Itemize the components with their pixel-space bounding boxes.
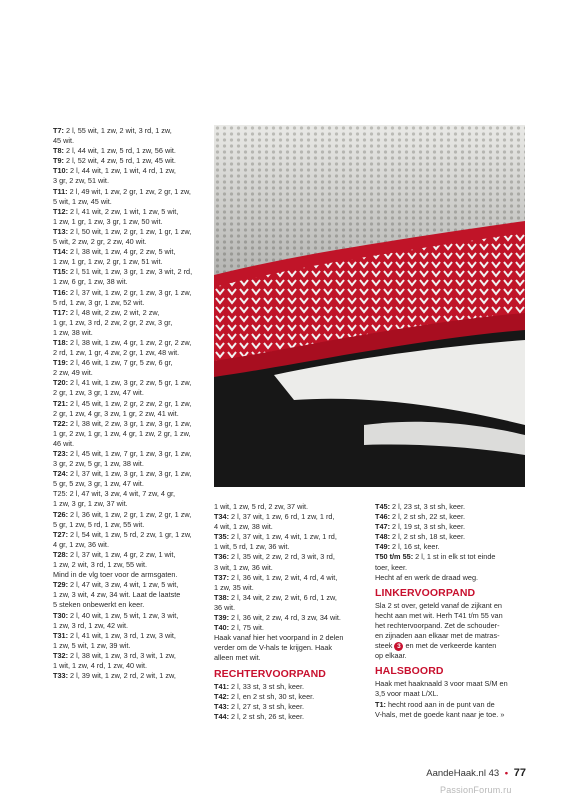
round-label: T40:: [214, 623, 230, 633]
round-instructions: verder om de V-hals te krijgen. Haak: [214, 643, 333, 653]
pattern-line: [53, 611, 203, 621]
pattern-line: [214, 512, 364, 522]
round-label: T46:: [375, 512, 391, 522]
round-label: T16:: [53, 287, 69, 297]
round-instructions: 1 wit, 1 zw, 4 rd, 1 zw, 40 wit.: [53, 660, 148, 670]
pattern-line: [214, 573, 364, 583]
round-instructions: 2 zw, 49 wit.: [53, 368, 93, 378]
pattern-line: [53, 237, 203, 247]
round-instructions: Haak vanaf hier het voorpand in 2 delen: [214, 633, 344, 643]
round-instructions: 1 wit, 1 zw, 5 rd, 2 zw, 37 wit.: [214, 502, 309, 511]
round-instructions: op elkaar.: [375, 651, 407, 661]
round-instructions: 2 l, 41 wit, 1 zw, 3 rd, 1 zw, 3 wit,: [68, 630, 176, 640]
round-instructions: 1 gr, 1 zw, 3 rd, 2 zw, 2 gr, 2 zw, 3 gr,: [53, 317, 173, 327]
round-instructions: 2 gr, 1 zw, 3 gr, 1 zw, 47 wit.: [53, 388, 144, 398]
round-label: T24:: [53, 469, 69, 479]
pattern-line: [53, 479, 203, 489]
pattern-line: [53, 621, 203, 631]
round-instructions: 2 l, 46 wit, 1 zw, 7 gr, 5 zw, 6 gr,: [68, 358, 173, 368]
round-instructions: 2 l, 55 wit, 1 zw, 2 wit, 3 rd, 1 zw,: [63, 126, 172, 135]
round-instructions: 2 gr, 1 zw, 4 gr, 3 zw, 1 gr, 2 zw, 41 wit.: [53, 408, 179, 418]
pattern-line: [53, 338, 203, 348]
pattern-line: [53, 419, 203, 429]
pattern-line: [53, 257, 203, 267]
round-label: T15:: [53, 267, 69, 277]
pattern-line: [214, 653, 364, 663]
round-instructions: 5 gr, 5 zw, 3 gr, 1 zw, 47 wit.: [53, 479, 144, 489]
pattern-line: [375, 552, 525, 562]
round-instructions: 3 gr, 2 zw, 51 wit.: [53, 176, 109, 186]
pattern-column-1: [53, 126, 203, 681]
pattern-line: [53, 197, 203, 207]
round-instructions: steek: [375, 641, 395, 651]
pattern-line: [375, 679, 525, 689]
round-label: T38:: [214, 592, 230, 602]
pattern-line: [53, 378, 203, 388]
pattern-line: [375, 532, 525, 542]
pattern-line: [214, 532, 364, 542]
round-label: T18:: [53, 337, 69, 347]
round-instructions: 2 l, 37 wit, 1 zw, 3 gr, 1 zw, 3 gr, 1 zw,: [68, 469, 192, 479]
round-label: T13:: [53, 226, 69, 236]
pattern-line: [53, 156, 203, 166]
pattern-line: [53, 288, 203, 298]
pattern-line: [53, 267, 203, 277]
pattern-line: [53, 429, 203, 439]
round-label: T7:: [53, 126, 64, 135]
pattern-line: [375, 563, 525, 573]
round-label: T23:: [53, 449, 69, 458]
round-label: T31:: [53, 630, 69, 640]
round-instructions: 5 gr, 1 zw, 5 rd, 1 zw, 55 wit.: [53, 519, 145, 529]
pattern-line: [53, 368, 203, 378]
pattern-line: [214, 692, 364, 702]
round-label: T41:: [214, 681, 230, 691]
round-label: T11:: [53, 186, 68, 196]
round-instructions: 2 l, 36 wit, 2 zw, 4 rd, 3 zw, 34 wit.: [229, 613, 341, 623]
round-instructions: 2 l, 37 wit, 1 zw, 6 rd, 1 zw, 1 rd,: [229, 512, 335, 522]
round-label: T8:: [53, 146, 64, 156]
pattern-line: [214, 563, 364, 573]
round-instructions: 2 l, 34 wit, 2 zw, 2 wit, 6 rd, 1 zw,: [229, 592, 337, 602]
round-instructions: 3 gr, 2 zw, 5 gr, 1 zw, 38 wit.: [53, 459, 144, 469]
pattern-line: [375, 502, 525, 512]
round-label: T42:: [214, 691, 230, 701]
round-instructions: 4 gr, 1 zw, 36 wit.: [53, 539, 109, 549]
round-instructions: 2 l, 1 st in elk st tot einde: [413, 552, 496, 562]
pattern-line: [53, 217, 203, 227]
round-instructions: 2 l, 51 wit, 1 zw, 3 gr, 1 zw, 3 wit, 2 rd,: [68, 267, 193, 277]
round-instructions: 46 wit.: [53, 438, 75, 448]
pattern-line: [53, 439, 203, 449]
round-instructions: 5 rd, 1 zw, 3 gr, 1 zw, 52 wit.: [53, 297, 145, 307]
round-instructions: 1 zw, 38 wit.: [53, 327, 93, 337]
pattern-line: [375, 601, 525, 611]
pattern-line: [53, 499, 203, 509]
pattern-line: [53, 176, 203, 186]
pattern-line: [214, 583, 364, 593]
pattern-line: [53, 661, 203, 671]
pattern-line: [214, 623, 364, 633]
pattern-line: [53, 328, 203, 338]
round-instructions: 2 l, 2 st sh, 26 st, keer.: [229, 711, 305, 721]
pattern-line: [53, 600, 203, 610]
round-instructions: 2 l, 2 st sh, 22 st, keer.: [390, 512, 466, 522]
round-label: T36:: [214, 552, 230, 562]
pattern-line: [375, 710, 525, 720]
round-label: T21:: [53, 398, 69, 408]
round-instructions: en met de verkeerde kanten: [403, 641, 497, 651]
watermark: PassionForum.ru: [440, 785, 512, 795]
pattern-line: [214, 542, 364, 552]
pattern-line: [53, 641, 203, 651]
round-instructions: en zijnaden aan elkaar met de matras-: [375, 631, 500, 641]
round-label: T26:: [53, 509, 69, 519]
round-instructions: 1 zw, 3 rd, 1 zw, 42 wit.: [53, 620, 129, 630]
pattern-line: [375, 512, 525, 522]
round-instructions: 1 zw, 3 gr, 1 zw, 37 wit.: [53, 499, 128, 509]
round-instructions: 1 zw, 5 wit, 1 zw, 39 wit.: [53, 640, 131, 650]
round-instructions: 1 zw, 6 gr, 1 zw, 38 wit.: [53, 277, 128, 287]
round-instructions: T25: 2 l, 47 wit, 3 zw, 4 wit, 7 zw, 4 gr,: [53, 489, 176, 499]
section-heading-rechtervoorpand: RECHTERVOORPAND: [214, 667, 326, 680]
round-instructions: 2 l, 75 wit.: [229, 623, 264, 633]
round-instructions: 1 zw, 2 wit, 3 rd, 1 zw, 55 wit.: [53, 560, 148, 570]
round-label: T12:: [53, 206, 69, 216]
page-footer: [410, 767, 526, 779]
round-instructions: 2 l, 37 wit, 1 zw, 4 gr, 2 zw, 1 wit,: [68, 549, 176, 559]
round-instructions: 2 l, 2 st sh, 18 st, keer.: [390, 532, 466, 542]
round-label: T43:: [214, 701, 230, 711]
round-instructions: het rechtervoorpand. Zet de schouder-: [375, 620, 500, 630]
pattern-line: [53, 308, 203, 318]
pattern-line: [375, 641, 525, 651]
pattern-line: [53, 318, 203, 328]
round-instructions: 2 l, 40 wit, 1 zw, 5 wit, 1 zw, 3 wit,: [68, 610, 179, 620]
round-instructions: toer, keer.: [375, 562, 408, 572]
pattern-line: [53, 409, 203, 419]
pattern-column-3: [375, 502, 525, 720]
round-instructions: 2 l, 44 wit, 1 zw, 5 rd, 1 zw, 56 wit.: [63, 146, 176, 156]
pattern-line: [375, 631, 525, 641]
round-instructions: 2 l, 36 wit, 1 zw, 2 wit, 4 rd, 4 wit,: [229, 572, 338, 582]
round-instructions: Sla 2 st over, geteld vanaf de zijkant en: [375, 600, 502, 610]
round-instructions: 3 wit, 1 zw, 36 wit.: [214, 562, 273, 572]
round-label: T14:: [53, 247, 69, 257]
round-label: T17:: [53, 307, 69, 317]
pattern-line: [375, 689, 525, 699]
pattern-line: [53, 560, 203, 570]
pattern-line: [53, 489, 203, 499]
pattern-line: [214, 613, 364, 623]
section-heading-linkervoorpand: LINKERVOORPAND: [375, 586, 476, 599]
pattern-line: [53, 520, 203, 530]
round-instructions: 2 l, 38 wit, 2 zw, 3 gr, 1 zw, 3 gr, 1 zw,: [68, 418, 192, 428]
round-instructions: 2 l, 41 wit, 2 zw, 1 wit, 1 zw, 5 wit,: [68, 206, 179, 216]
footer-separator: •: [504, 768, 509, 779]
round-instructions: 1 zw, 3 wit, 4 zw, 34 wit. Laat de laatste: [53, 590, 181, 600]
round-instructions: 1 wit, 5 rd, 1 zw, 36 wit.: [214, 542, 290, 552]
round-instructions: 2 l, 38 wit, 1 zw, 3 rd, 3 wit, 1 zw,: [68, 650, 176, 660]
round-instructions: 2 l, 39 wit, 1 zw, 2 rd, 2 wit, 1 zw,: [68, 671, 176, 681]
round-label: T30:: [53, 610, 69, 620]
round-instructions: 36 wit.: [214, 602, 236, 612]
round-label: T49:: [375, 542, 391, 552]
round-instructions: 2 l, 16 st, keer.: [390, 542, 440, 552]
round-label: T28:: [53, 549, 69, 559]
pattern-line: [53, 166, 203, 176]
round-instructions: 2 l, 50 wit, 1 zw, 2 gr, 1 zw, 1 gr, 1 zw,: [68, 226, 192, 236]
round-instructions: 2 l, 52 wit, 4 zw, 5 rd, 1 zw, 45 wit.: [63, 156, 176, 166]
footer-site: AandeHaak.nl 43: [426, 768, 500, 779]
pattern-line: [53, 590, 203, 600]
round-instructions: 1 zw, 1 gr, 1 zw, 2 gr, 1 zw, 51 wit.: [53, 257, 163, 267]
pattern-line: [375, 700, 525, 710]
round-instructions: 2 l, 41 wit, 1 zw, 3 gr, 2 zw, 5 gr, 1 zw,: [68, 378, 192, 388]
pattern-line: [214, 702, 364, 712]
pattern-line: [53, 530, 203, 540]
round-label: T39:: [214, 613, 230, 623]
pattern-line: [375, 621, 525, 631]
round-instructions: hecht aan met wit. Herh T41 t/m 55 van: [375, 610, 503, 620]
round-instructions: 2 l, 27 st, 3 st sh, keer.: [229, 701, 305, 711]
round-label: T29:: [53, 580, 69, 590]
round-instructions: Mind in de vlg toer voor de armsgaten.: [53, 570, 178, 580]
round-instructions: 45 wit.: [53, 136, 75, 146]
round-instructions: 1 zw, 1 gr, 1 zw, 3 gr, 1 zw, 50 wit.: [53, 216, 163, 226]
pattern-line: [214, 593, 364, 603]
pattern-line: [53, 227, 203, 237]
pattern-line: [53, 358, 203, 368]
round-instructions: 1 zw, 35 wit.: [214, 582, 254, 592]
round-instructions: 2 l, 44 wit, 1 zw, 1 wit, 4 rd, 1 zw,: [68, 166, 176, 176]
pattern-line: [53, 651, 203, 661]
round-instructions: Haak met haaknaald 3 voor maat S/M en: [375, 679, 508, 689]
round-instructions: alleen met wit.: [214, 653, 261, 663]
pattern-line: [53, 348, 203, 358]
round-instructions: 2 l, 45 wit, 1 zw, 7 gr, 1 zw, 3 gr, 1 zw,: [68, 449, 192, 458]
round-instructions: 1 gr, 2 zw, 1 gr, 1 zw, 4 gr, 1 zw, 2 gr, 1 zw,: [53, 428, 191, 438]
pattern-line: [214, 502, 364, 512]
round-label: T10:: [53, 166, 69, 176]
round-instructions: 2 l, 38 wit, 1 zw, 4 gr, 2 zw, 5 wit,: [68, 247, 176, 257]
round-instructions: 2 l, 45 wit, 1 zw, 2 gr, 2 zw, 2 gr, 1 zw,: [68, 398, 192, 408]
pattern-column-2: [214, 502, 364, 722]
round-label: T50 t/m 55:: [375, 552, 414, 562]
pattern-line: [53, 570, 203, 580]
pattern-line: [214, 603, 364, 613]
round-instructions: 5 wit, 2 zw, 2 gr, 2 zw, 40 wit.: [53, 237, 147, 247]
round-label: T32:: [53, 650, 69, 660]
pattern-line: [375, 542, 525, 552]
pattern-line: [375, 611, 525, 621]
round-instructions: 2 l, 37 wit, 1 zw, 2 gr, 1 zw, 3 gr, 1 zw,: [68, 287, 192, 297]
round-instructions: hecht rood aan in de punt van de: [385, 699, 495, 709]
round-label: T47:: [375, 522, 391, 532]
pattern-line: [53, 136, 203, 146]
round-label: T48:: [375, 532, 391, 542]
pattern-line: [375, 522, 525, 532]
round-instructions: 2 l, en 2 st sh, 30 st, keer.: [229, 691, 315, 701]
round-instructions: 2 l, 35 wit, 2 zw, 2 rd, 3 wit, 3 rd,: [229, 552, 335, 562]
pattern-line: [53, 540, 203, 550]
round-label: T19:: [53, 358, 69, 368]
round-instructions: 5 wit, 1 zw, 45 wit.: [53, 196, 112, 206]
pattern-line: [375, 573, 525, 583]
round-instructions: 4 wit, 1 zw, 38 wit.: [214, 522, 273, 532]
crochet-sweater-photo: [214, 125, 525, 487]
round-instructions: 2 l, 37 wit, 1 zw, 4 wit, 1 zw, 1 rd,: [229, 532, 337, 542]
pattern-line: [53, 146, 203, 156]
section-heading-halsboord: HALSBOORD: [375, 665, 444, 678]
pattern-line: [375, 651, 525, 661]
pattern-line: [53, 388, 203, 398]
pattern-line: [53, 671, 203, 681]
pattern-line: [53, 580, 203, 590]
pattern-line: [214, 712, 364, 722]
pattern-line: [53, 459, 203, 469]
page-number: 77: [513, 767, 526, 779]
pattern-line: [53, 207, 203, 217]
round-instructions: 2 l, 19 st, 3 st sh, keer.: [390, 522, 466, 532]
round-instructions: 2 rd, 1 zw, 1 gr, 4 zw, 2 gr, 1 zw, 48 wit.: [53, 348, 180, 358]
round-label: T20:: [53, 378, 69, 388]
round-instructions: 2 l, 33 st, 3 st sh, keer.: [229, 681, 305, 691]
pattern-line: [214, 633, 364, 643]
pattern-line: [53, 399, 203, 409]
round-instructions: 5 steken onbewerkt en keer.: [53, 600, 145, 610]
round-label: T33:: [53, 671, 69, 681]
pattern-line: [214, 522, 364, 532]
pattern-line: [53, 187, 203, 197]
pattern-line: [53, 550, 203, 560]
round-instructions: 2 l, 48 wit, 2 zw, 2 wit, 2 zw,: [68, 307, 160, 317]
round-label: T35:: [214, 532, 230, 542]
pattern-line: [214, 682, 364, 692]
round-instructions: 2 l, 38 wit, 1 zw, 4 gr, 1 zw, 2 gr, 2 zw,: [68, 337, 192, 347]
pattern-line: [214, 643, 364, 653]
round-instructions: 2 l, 47 wit, 3 zw, 4 wit, 1 zw, 5 wit,: [68, 580, 179, 590]
round-instructions: 3,5 voor maat L/XL.: [375, 689, 439, 699]
round-label: T27:: [53, 529, 69, 539]
round-label: T45:: [375, 502, 391, 511]
pattern-line: [53, 631, 203, 641]
round-label: T37:: [214, 572, 230, 582]
round-label: T1:: [375, 699, 386, 709]
round-instructions: 2 l, 49 wit, 1 zw, 2 gr, 1 zw, 2 gr, 1 zw,: [67, 186, 191, 196]
round-instructions: 2 l, 54 wit, 1 zw, 5 rd, 2 zw, 1 gr, 1 zw,: [68, 529, 192, 539]
stitch-reference-badge: 3: [394, 642, 403, 651]
pattern-line: [214, 552, 364, 562]
round-label: T22:: [53, 418, 69, 428]
pattern-line: [53, 247, 203, 257]
round-instructions: V-hals, met de goede kant naar je toe. »: [375, 709, 505, 719]
round-label: T34:: [214, 512, 230, 522]
pattern-line: [53, 469, 203, 479]
pattern-line: [53, 298, 203, 308]
round-label: T44:: [214, 711, 230, 721]
round-instructions: 2 l, 23 st, 3 st sh, keer.: [390, 502, 466, 511]
pattern-line: [53, 126, 203, 136]
pattern-line: [53, 277, 203, 287]
pattern-line: [53, 449, 203, 459]
pattern-line: [53, 510, 203, 520]
round-instructions: 2 l, 36 wit, 1 zw, 2 gr, 1 zw, 2 gr, 1 zw,: [68, 509, 192, 519]
round-instructions: Hecht af en werk de draad weg.: [375, 572, 479, 582]
round-label: T9:: [53, 156, 64, 166]
